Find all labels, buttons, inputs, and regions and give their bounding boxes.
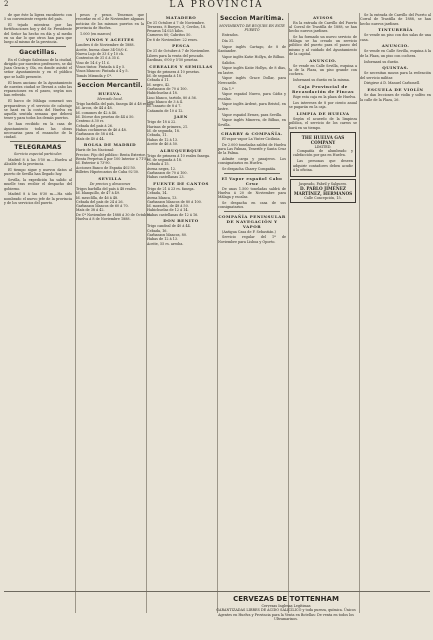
albu-line: Habas castellanas 23. (147, 175, 185, 180)
cervezas-banner (4, 591, 430, 632)
matadero-line: De 8 de Noviembre: 22 reses. (147, 37, 199, 42)
sevilla-line: Id. mezclilla, de 46 á 48. (76, 195, 119, 200)
market-line: Vinos blancos: Pintada á 4 y 5. (76, 69, 129, 74)
sub-heading-tintoreria: TINTURERÍA (378, 27, 413, 33)
sevilla-line: Maíz de 38 á 42. (76, 208, 105, 213)
paragraph: El tejado mientras por las fortificaciones hoy y del Sr. Presidente del Señor ha hecho en día y al medio en su dar lo que otros han para que luego al mismo de la provincia. (4, 23, 72, 45)
footer-line: Huelva á 8 de Noviembre 1888. (76, 216, 131, 221)
column-1 (4, 13, 72, 613)
fuente-line: Trigo de 21 á 23 rs. fanega. (147, 186, 195, 191)
albu-line: Cebada á 15. (147, 162, 170, 167)
ad-line: Admite carga y pasajeros. Los consignatarios en Huelva. (218, 157, 286, 166)
paragraph: Se necesitan mozos para la redención del servicio militar. (360, 71, 431, 80)
jaen-line: Aceite de 46 á 50. (147, 141, 179, 146)
section-heading-maritima: Seccion Marítima. (220, 15, 284, 22)
ad-line: Se despacha Charry Compañía. (222, 167, 277, 172)
pesca-line: Sardinas, 6'00 y 5'50 pesetas. (147, 58, 199, 63)
divider (10, 141, 66, 142)
jaen-line: Id. de segunda, 18. (147, 128, 180, 133)
market-line: Londres 6 de Noviembre de 1888. (76, 43, 135, 48)
sub-heading-bolsa: BOLSA DE MADRID (83, 142, 137, 148)
cereal-line: Id. negro, 42. (147, 82, 171, 87)
jaen-line: Cebada, 11. (147, 133, 168, 138)
matadero-line: Terneras, 8 Bueyes, 3; Cerdos, 18. (147, 24, 207, 29)
ship-entry: Vapor inglés Cartago, de 8 de Santander. (218, 44, 286, 53)
paragraph: 1.000 (en marcos) (80, 31, 112, 36)
sub-heading-anuncio: ANUNCIO. (309, 57, 337, 63)
paragraph: Informará su dueño en la misma. (293, 78, 350, 83)
gas-ad-body: Las personas que deseen adquirir contadores deben acudir á la oficina. (293, 159, 353, 172)
paragraph: En el Colegio Salesiano de la ciudad, dirigido por nuestros profesores, se dió Juan Gracia y Ola, en donde asistió el señor Ayuntamiento y en el público que se halló presente. (4, 57, 72, 79)
section-heading-gacetillas: Gacetillas. (19, 49, 57, 57)
jaen-line: Harinas de primera, 21. (147, 124, 189, 129)
telegram: Madrid 8 á las 5'50 m.—Huelva al Alcalde de la provincia. (4, 157, 72, 167)
sub-heading-cabo-cruz: El Vapor español Cabo Cruz (221, 175, 283, 186)
price-line: Trigo barbilla del país, fanega 46 á 48 reales. (76, 102, 155, 107)
ship-entry: Vapor inglés Grace Dollar, para Newcastle. (218, 76, 286, 85)
sub-heading-jaen: JAEN (174, 114, 188, 120)
ship-entry: Día 1.º (222, 86, 234, 91)
market-line: Tomás Miranda y Cª. (76, 73, 113, 78)
fuente-line: Avena blanca, 13. (147, 195, 178, 200)
divider (10, 46, 66, 47)
ad-line: (Antigua Casa de F. Sebastián.) (222, 229, 276, 234)
bolsa-line: Acciones Banco de España 402'50. (76, 165, 136, 170)
market-line: Aceite, buena clase 34-10/0 £. (76, 47, 128, 52)
market-line: Nueva Lujo de 33 £ y 10 ch. (76, 52, 125, 57)
sub-heading-albuquerque: ALBUQUERQUE (160, 147, 202, 153)
price-line: Id. Dícese dos pesetas de 44 á 50. (76, 115, 135, 120)
ship-entry: Vapor inglés Katie Hollyn, de 8 días, en lastre. (218, 66, 286, 75)
cereal-line: Cebada á 11. (147, 78, 170, 83)
cereal-line: Lino blanco, tartido, 80 á 56. (147, 95, 197, 100)
ad2-line: D. PABLO JIMÉNEZ (300, 185, 346, 191)
divider (224, 128, 280, 129)
bolsa-line: Haris de los Nacional: (76, 148, 115, 153)
market-line: Vino de 14 £ y 11 £. (76, 60, 111, 65)
cereal-line: Cañamón de 10 á 12. (147, 108, 184, 113)
ship-entry: Salidos. (222, 60, 236, 65)
column-3 (146, 13, 215, 613)
matadero-line: Pesaron 14.025 kilos. (147, 29, 184, 34)
sub-heading-violin: ESCUELA DE VIOLÍN (367, 87, 424, 93)
sub-heading-cereales: CEREALES Y SEMILLAS (149, 63, 213, 69)
cereal-line: Id. canario de 8 á 7. (147, 104, 182, 109)
albu-line: Trigo de primera á 10 reales fanega. (147, 153, 211, 158)
sub-heading-vinos: VINOS Y ACEITES (85, 37, 135, 43)
paragraph: El barco de Málaga comenzó sus preparativos y el servicio de cabotaje se hará en la costa del Huelva en aquella sentida semana que deberá tener y para todos los demás puertos. (4, 99, 72, 121)
price-line: Cebada del país á 26. (76, 123, 113, 128)
price-line: Habas cochineras de 46 á 48. (76, 127, 127, 132)
gas-ad-sub: LIMITED. (314, 144, 332, 149)
sub-heading-avisos: AVISOS (312, 14, 334, 20)
telegram-note: Servicio especial particular. (14, 152, 62, 157)
banner-title: CERVEZAS DE TOTTENHAM (233, 595, 339, 603)
paragraph: Se vende en Calle Sevilla, esquina á la de la Plaza, un piso con cochera. (360, 49, 431, 58)
sevilla-line: Garbanzos blancos de 60 á 70. (76, 204, 129, 209)
price-line: Maíz de 40 á 44. (76, 136, 105, 141)
bolsa-line: Renta Perpetua 4 por 100 Interior á 71'52. (76, 156, 150, 161)
fuente-line: Id. morados, de 48 á 50. (147, 204, 189, 209)
ship-entry: Vapor español Ermes, para Sevilla. (222, 112, 283, 117)
masthead-title: LA PROVINCIA (169, 0, 264, 10)
albu-line: Id. de segunda á 18. (147, 157, 182, 162)
paragraph: Se ha formado un nuevo servicio de Málaga se ha creado un servicio público del puerto para el paseo del mismo y al cuidado del Ayuntamiento de la capital. (289, 34, 357, 57)
section-heading-mercantil: Seccion Mercantil. (77, 82, 143, 90)
cereal-line: Garbanzos de 70 á 100. (147, 87, 188, 92)
ship-entry: Vapor inglés Katie Hollyn, de Bilbao. (222, 54, 286, 59)
benito-line: Habas de 12 á 13. (147, 237, 179, 242)
paragraph: Dirigirse á D. Manuel Carbonell. (364, 81, 420, 86)
ad2-line: Jaspeado, Fabril y Salguero. (298, 181, 348, 186)
pesca-line: Libres para la venta del pescado. (147, 53, 205, 58)
ad-line: Se despacha en casa de sus consignatarios. (218, 200, 286, 210)
ship-entry: Vapor inglés Minerva, de Bilbao, en Sevilla. (218, 118, 286, 127)
ship-entry: Vapor español Nuevo, para Cádiz y escalas. (218, 92, 286, 101)
paragraph: Los intereses de 8 por ciento anual se pagarán en la caja. (289, 100, 357, 110)
bolsa-line: Precios: Fijo del público: Renta Exterior. (76, 152, 146, 157)
sevilla-line: Cebada del país de 24 á 26. (76, 199, 124, 204)
market-line: Vinos tintos: Pintada á 4 y 5. (76, 64, 126, 69)
fuente-line: Habichuelas de 12 á 14. (147, 208, 189, 213)
sub-heading-charry: CHARRY & COMPAÑÍA. (221, 130, 283, 136)
benito-line: Aceite, 55 rs. arroba. (147, 241, 184, 246)
price-line: Garbanzos de 58 á 64. (76, 132, 115, 137)
divider (224, 211, 280, 212)
benito-line: Trigo candeal de 40 á 44. (147, 224, 191, 229)
cereal-line: Lino blanco de 3 á 4. (147, 99, 183, 104)
telegram: El tiempo sigue y nuevos datos al puerto de Sevilla han llegado hoy. (4, 167, 72, 177)
matadero-line: Carneros 80; Cabritos 50. (147, 33, 192, 38)
ad-line: De 2.000 toneladas saldrá de Huelva para Las Palmas, Tenerife y Santa Cruz de la Palma. (218, 142, 286, 156)
paragraph: Informará su dueño. (364, 59, 400, 64)
gas-ad-title: THE HUELVA GAS COMPANY (301, 134, 345, 145)
column-6 (359, 13, 431, 613)
footer-line: De Cª Noviembre de 1888 á 30 de Octubre. (76, 212, 151, 217)
gas-ad-body: Compañía de alumbrado y calefacción por gas en Huelva. (293, 149, 353, 158)
column-5 (288, 13, 357, 613)
sub-heading-pesca: PESCA (172, 43, 190, 49)
telegram: Sevilla, la expedición ha salido al muelle tras recibir el despacho del gobierno. (4, 177, 72, 191)
ad-line: Servicio regular del 1º de Noviembre para Lisboa y Oporto. (218, 235, 286, 244)
matadero-intro: De 31 Octubre á 7 de Noviembre. (147, 20, 205, 25)
masthead (0, 0, 433, 12)
column-2 (75, 13, 155, 613)
banner-subtitle: Cervezas Inglesas Legítimas (261, 604, 311, 608)
sub-heading-quintas: QUINTAS. (382, 65, 409, 71)
banner-text: GARANTIZADAS LIBRES DE ÁCIDO SALICÍLICO y toda pureza, química. Únicos Agentes en Huelva y Provincia para la Venta en Botellas: De venta en todos los Ultramarinos. (216, 608, 356, 621)
ad2-line: Calle Concepción, 15. (304, 195, 342, 200)
divider (224, 173, 280, 174)
jaen-line: Habas de 12 á 13. (147, 137, 179, 142)
sub-heading-benito: DON BENITO (163, 218, 199, 224)
sevilla-line: Id. blanquillo, de 47 á 49. (76, 191, 121, 196)
fuente-line: Habas castellanas de 12 á 16. (147, 212, 199, 217)
divider (82, 79, 138, 80)
sub-heading-fuente: FUENTE DE CANTOS (153, 180, 209, 186)
fuente-line: Garbanzos blancos de 80 á 100. (147, 199, 202, 204)
paragraph: Se la entrada de Carrillo del Puerto al Corral de Trastilla de 1888, se han hecho nuevos jardines. (360, 13, 431, 26)
ship-entry: Entrados. (222, 33, 239, 38)
martinez-ad (290, 179, 356, 204)
paragraph: Se vende un piso con dos salas de una casa. (360, 33, 431, 42)
sub-heading-caja: Caja Provincial de Recaudación de Fincas (292, 84, 354, 95)
cereal-line: Habichuelas á 18. (147, 91, 178, 96)
paragraph: pesos y pesos. Tenemos que recordar en el 2 de Noviembre algunas noticias de los mismos puertos en la provincia de Huelva. (76, 13, 144, 30)
paragraph: Según el acuerdo de la limpieza pública, el servicio de los carros se hará en su tiempo. (289, 116, 357, 130)
sub-heading-limpia: LIMPIA DE HUELVA (296, 110, 350, 116)
albu-line: Garbanzos de 70 á 100. (147, 170, 188, 175)
paragraph: Se vende en Calle Sevilla, esquina a la de la Plaza, un piso grande con cochera. (289, 63, 357, 77)
telegram: Madrid 8 á las 8'30 m.—Ha sido nombrado el nuevo jefe de la provincia y de los servicios del puerto. (4, 192, 72, 205)
ad2-line: MARTÍNEZ, HERMANOS (293, 190, 353, 196)
maritima-sub: MOVIMIENTO DE BUQUES EN ESTE PUERTO (219, 23, 285, 32)
jaen-line: Trigo de 18 á 22. (147, 120, 177, 125)
sub-heading-compania: COMPAÑÍA PENINSULAR DE NAVEGACIÓN Y VAPOR (218, 213, 286, 229)
cereal-line: Id. de segunda á 18. (147, 74, 182, 79)
paragraph: El buen anciano de la Ayuntamiento de nuestra ciudad se llevará a cabo las reparaciones en el paseo, según nos han referido. (4, 80, 72, 98)
ship-entry: Vapor inglés Ardent, para Bristol, en lastre. (218, 102, 286, 111)
column-area (4, 13, 430, 613)
ad-line: El vapor vapor La Vinter Cicilinia. (222, 136, 281, 141)
sub-kind: Mercado local. (97, 96, 123, 101)
gas-company-ad (290, 132, 356, 177)
ad-line: De unas 1.500 toneladas saldrá de Huelva á 20 de Noviembre para Málaga y escalas. (218, 186, 286, 200)
ship-entry: Día 31. (222, 38, 235, 43)
sevilla-line: Trigos barbilla del país á 48 reales. (76, 186, 137, 191)
column-4 (217, 13, 286, 613)
paragraph: En la entrada de Carrillo del Puerto al Corral de Trastilla de 1888, se han hecho nuevos jardines. (289, 20, 357, 34)
pesca-line: De 31 de Octubre á 7 de Noviembre. (147, 49, 211, 54)
banner-body (214, 604, 358, 629)
benito-line: Garbanzos blancos, 80. (147, 233, 188, 238)
price-line: Id. Arcos, de 44 á 48. (76, 106, 113, 111)
sub-heading-sevilla: SEVILLA (98, 175, 122, 181)
sub-heading-matadero: MATADERO (165, 14, 197, 20)
paragraph: Se han recibido en la casa de Ayuntamiento todas las obras necesarias para el ensanche de la ciudad. (4, 122, 72, 140)
sub-heading-huelva: HUELVA. (98, 90, 122, 96)
benito-line: Cebada, 16. (147, 228, 168, 233)
sevilla-sub: De precios y almacenes (89, 181, 131, 186)
sub-heading-anuncio: ANUNCIO. (381, 43, 410, 49)
market-line: Contentos de 31 £ á 35 £. (76, 56, 121, 61)
bolsa-line: Billetes Hipotecarios de Cuba 92'30. (76, 169, 139, 174)
paragraph: Se dan lecciones de violín y solfeo en la calle de la Plaza, 26. (360, 93, 431, 102)
albu-line: Avena negra, 12. (147, 166, 177, 171)
fuente-line: Cebada, 14. (147, 191, 168, 196)
bolsa-line: Id. Exterior á 73'90. (76, 161, 111, 166)
paragraph: Rige esta caja en la plaza de Huelva. (293, 95, 357, 100)
paragraph: de que éste la ligera encubierto con 5 su conveniente respeto del país. (4, 13, 72, 22)
price-line: Id. comunes de 42 á 46. (76, 110, 118, 115)
page-number: 2 (4, 0, 9, 8)
cereal-line: Trigo de primera á 10 pesetas. (147, 69, 200, 74)
price-line: Centeno á 30 rs. (76, 119, 105, 124)
section-heading-telegramas: TELEGRAMAS (14, 143, 62, 151)
